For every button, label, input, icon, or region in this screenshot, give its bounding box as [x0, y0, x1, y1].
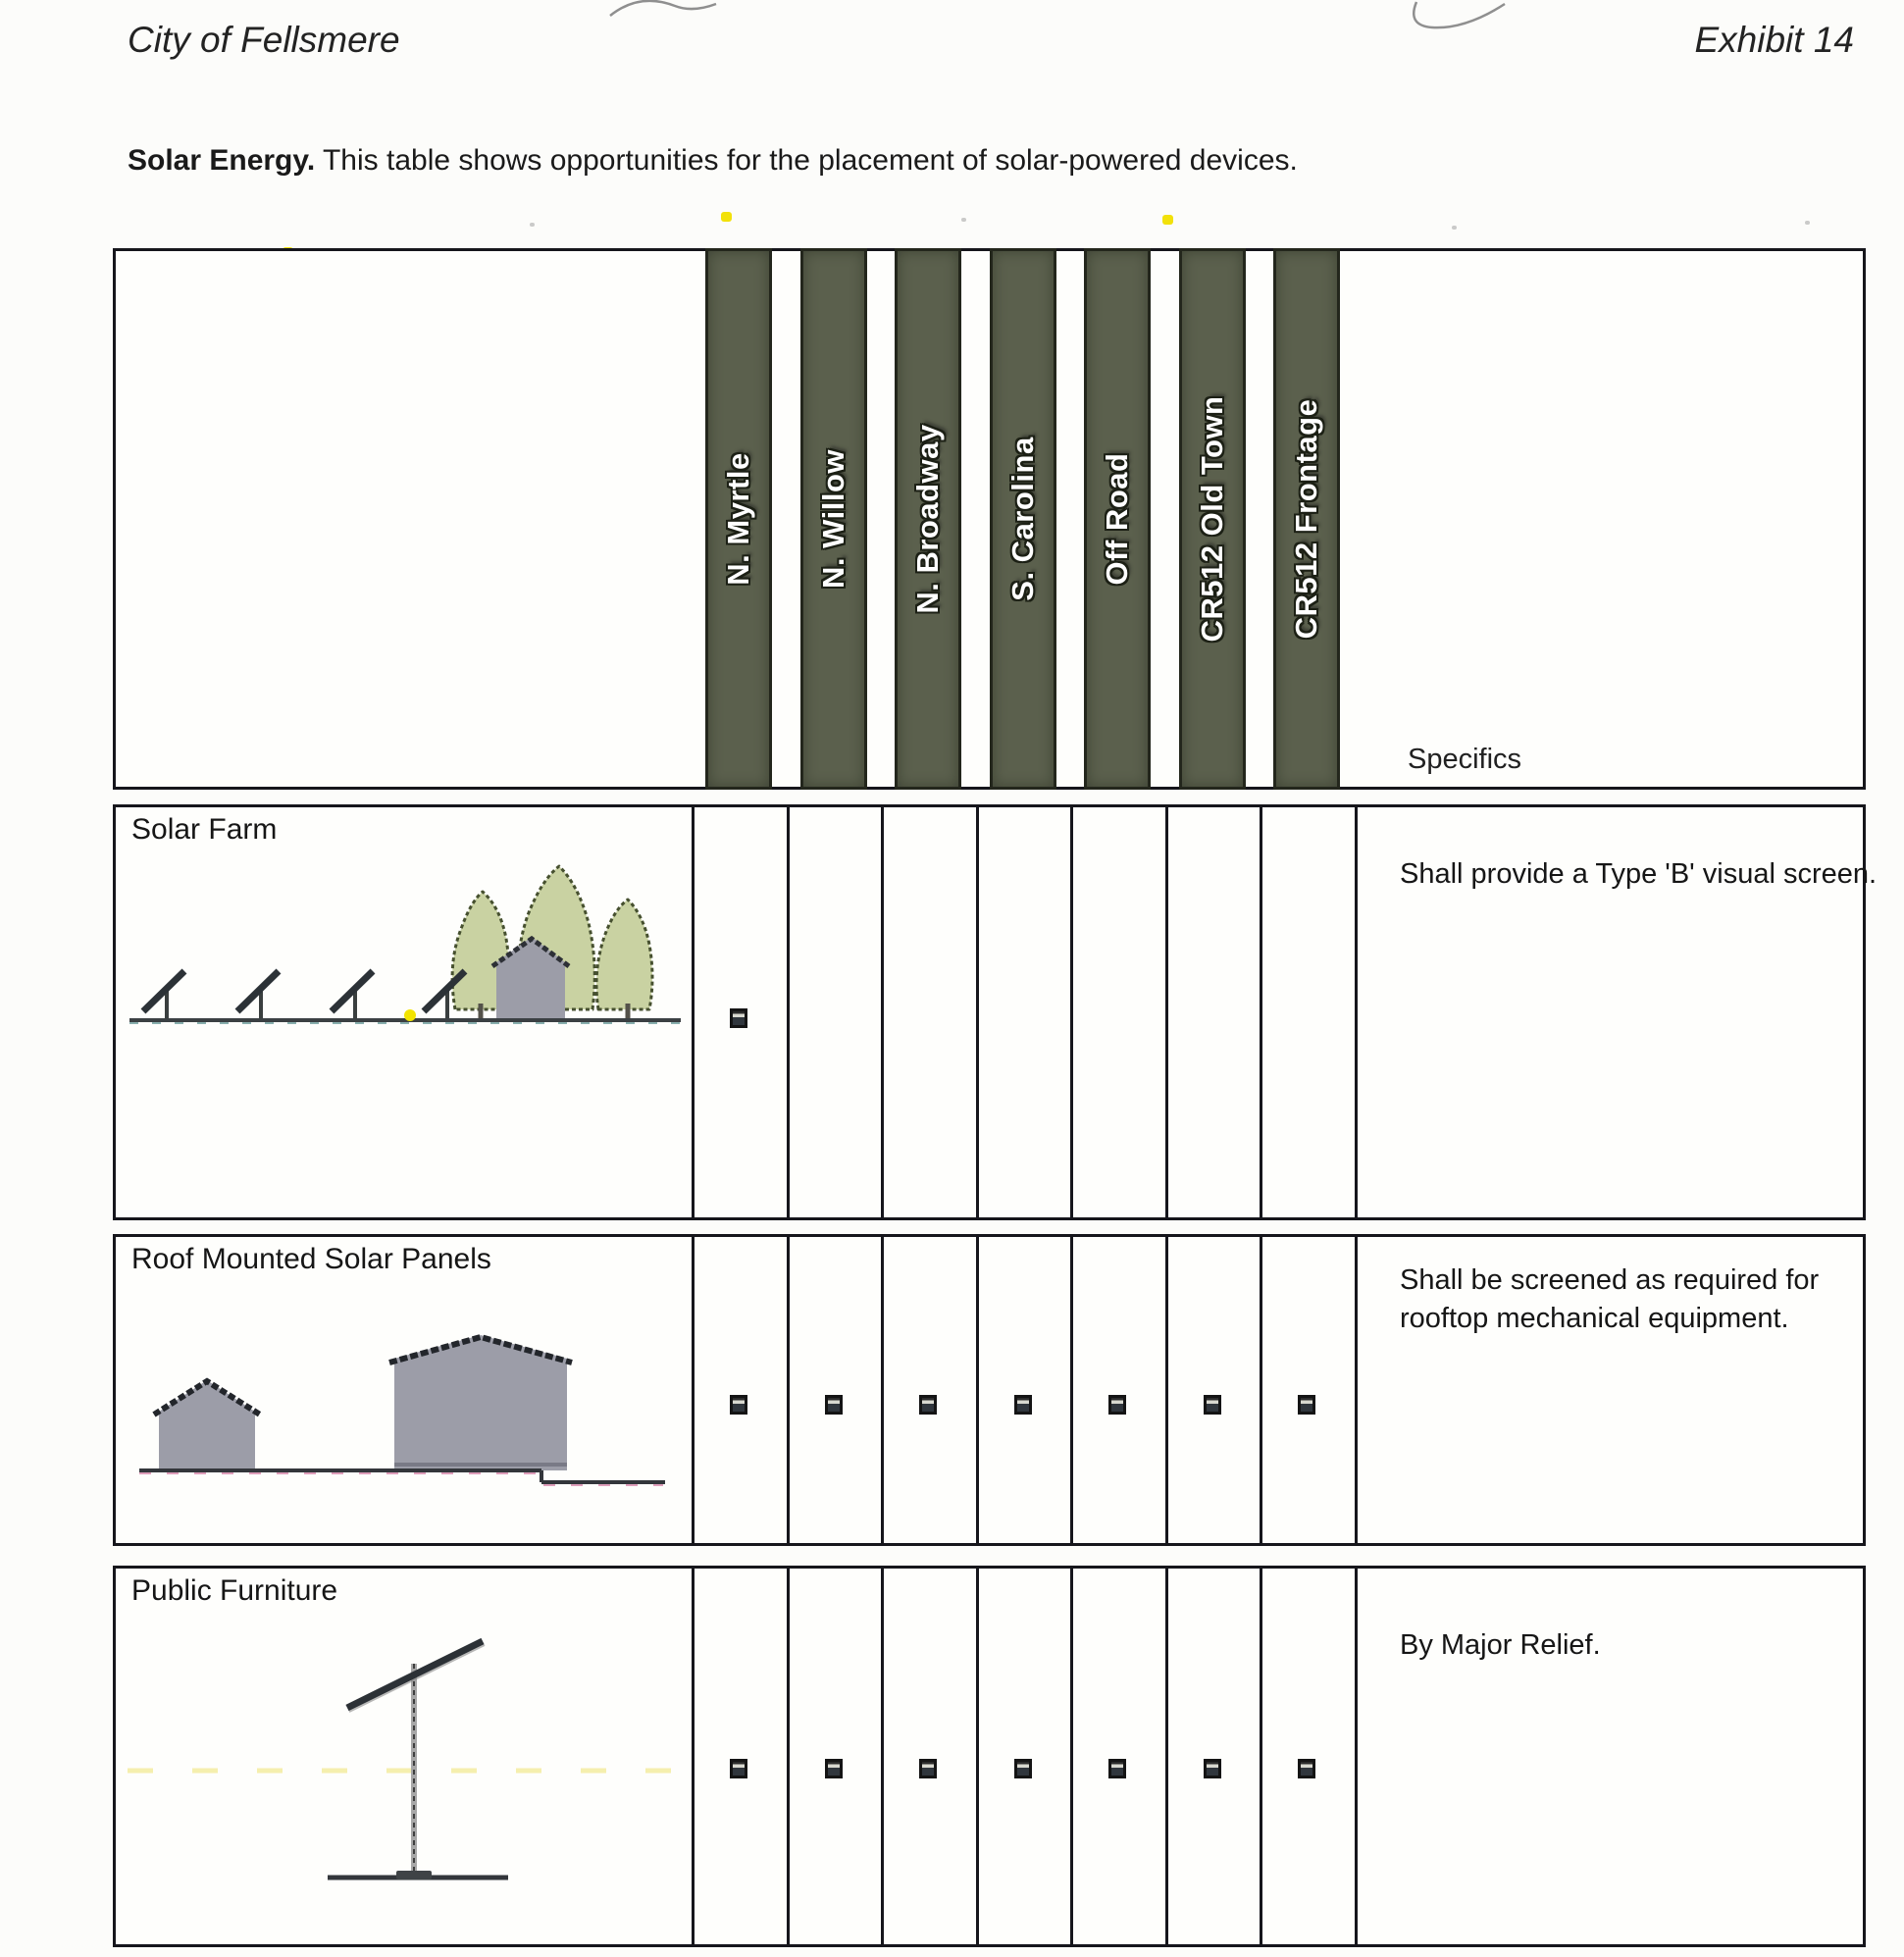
column-divider	[1070, 1569, 1073, 1944]
column-divider	[1165, 1237, 1168, 1543]
column-header-bar	[1179, 248, 1246, 790]
row-label: Roof Mounted Solar Panels	[131, 1243, 491, 1275]
column-divider	[787, 1569, 790, 1944]
page-title: City of Fellsmere	[128, 20, 400, 60]
column-divider	[881, 807, 884, 1217]
column-divider	[692, 1569, 695, 1944]
applies-mark	[1204, 1395, 1221, 1415]
column-divider	[881, 1237, 884, 1543]
scan-dust	[961, 218, 966, 222]
column-divider	[1355, 1237, 1358, 1543]
column-header-label: N. Willow	[816, 449, 850, 589]
applies-mark	[1014, 1759, 1032, 1778]
applies-mark	[919, 1395, 937, 1415]
roof-mounted-solar-panels-illustration	[116, 1237, 692, 1543]
applies-mark	[1204, 1759, 1221, 1778]
column-divider	[1355, 1569, 1358, 1944]
column-divider	[692, 807, 695, 1217]
applies-mark	[730, 1395, 747, 1415]
specifics-text: Shall be screened as required for rooftop mechanical equipment.	[1400, 1264, 1820, 1334]
column-header-label: CR512 Old Town	[1195, 395, 1229, 643]
table-header	[113, 248, 1866, 790]
applies-mark	[1108, 1395, 1126, 1415]
applies-mark	[730, 1008, 747, 1028]
column-header-bar	[895, 248, 961, 790]
column-header-bar	[990, 248, 1056, 790]
row-label: Public Furniture	[131, 1574, 338, 1607]
column-divider	[1260, 807, 1262, 1217]
applies-mark	[1108, 1759, 1126, 1778]
column-divider	[1260, 1569, 1262, 1944]
column-divider	[976, 1237, 979, 1543]
applies-mark	[919, 1759, 937, 1778]
column-divider	[1070, 1237, 1073, 1543]
applies-mark	[825, 1759, 843, 1778]
row-label: Solar Farm	[131, 813, 278, 846]
column-header-label: N. Broadway	[910, 424, 945, 614]
column-header-label: N. Myrtle	[721, 452, 755, 586]
scan-speck	[1162, 215, 1173, 225]
column-header-label: S. Carolina	[1005, 437, 1040, 601]
column-header-bar	[1273, 248, 1340, 790]
solar-farm-illustration	[116, 807, 692, 1217]
applies-mark	[1298, 1395, 1315, 1415]
column-divider	[787, 807, 790, 1217]
solar-light-pole-illustration	[116, 1569, 692, 1944]
column-header-label: CR512 Frontage	[1289, 398, 1323, 640]
scan-dust	[530, 223, 535, 227]
column-divider	[1165, 1569, 1168, 1944]
column-header-bar	[1084, 248, 1151, 790]
column-divider	[1355, 807, 1358, 1217]
specifics-column-label: Specifics	[1408, 744, 1522, 775]
intro-paragraph	[128, 144, 1298, 178]
scan-dust	[1805, 221, 1810, 225]
column-header-label: Off Road	[1100, 452, 1134, 586]
column-header-bar	[800, 248, 867, 790]
column-divider	[881, 1569, 884, 1944]
applies-mark	[1298, 1759, 1315, 1778]
applies-mark	[1014, 1395, 1032, 1415]
applies-mark	[825, 1395, 843, 1415]
table-row-solar-farm	[113, 804, 1878, 1220]
scan-dust	[1452, 226, 1457, 230]
specifics-text: Shall provide a Type 'B' visual screen.	[1400, 858, 1878, 890]
column-divider	[692, 1237, 695, 1543]
column-divider	[1260, 1237, 1262, 1543]
applies-mark	[730, 1759, 747, 1778]
table-row-roof-mounted-solar-panels	[113, 1234, 1866, 1546]
scan-speck	[721, 212, 732, 222]
column-divider	[1165, 807, 1168, 1217]
intro-body: This table shows opportunities for the placement of solar-powered devices.	[315, 144, 1298, 177]
column-divider	[976, 1569, 979, 1944]
column-divider	[976, 807, 979, 1217]
exhibit-label: Exhibit 14	[1694, 20, 1854, 60]
column-divider	[787, 1237, 790, 1543]
column-header-bar	[705, 248, 772, 790]
table-row-public-furniture	[113, 1566, 1866, 1947]
scan-speck	[404, 1009, 416, 1021]
specifics-text: By Major Relief.	[1400, 1629, 1601, 1661]
column-divider	[1070, 807, 1073, 1217]
intro-lead: Solar Energy.	[128, 144, 316, 177]
